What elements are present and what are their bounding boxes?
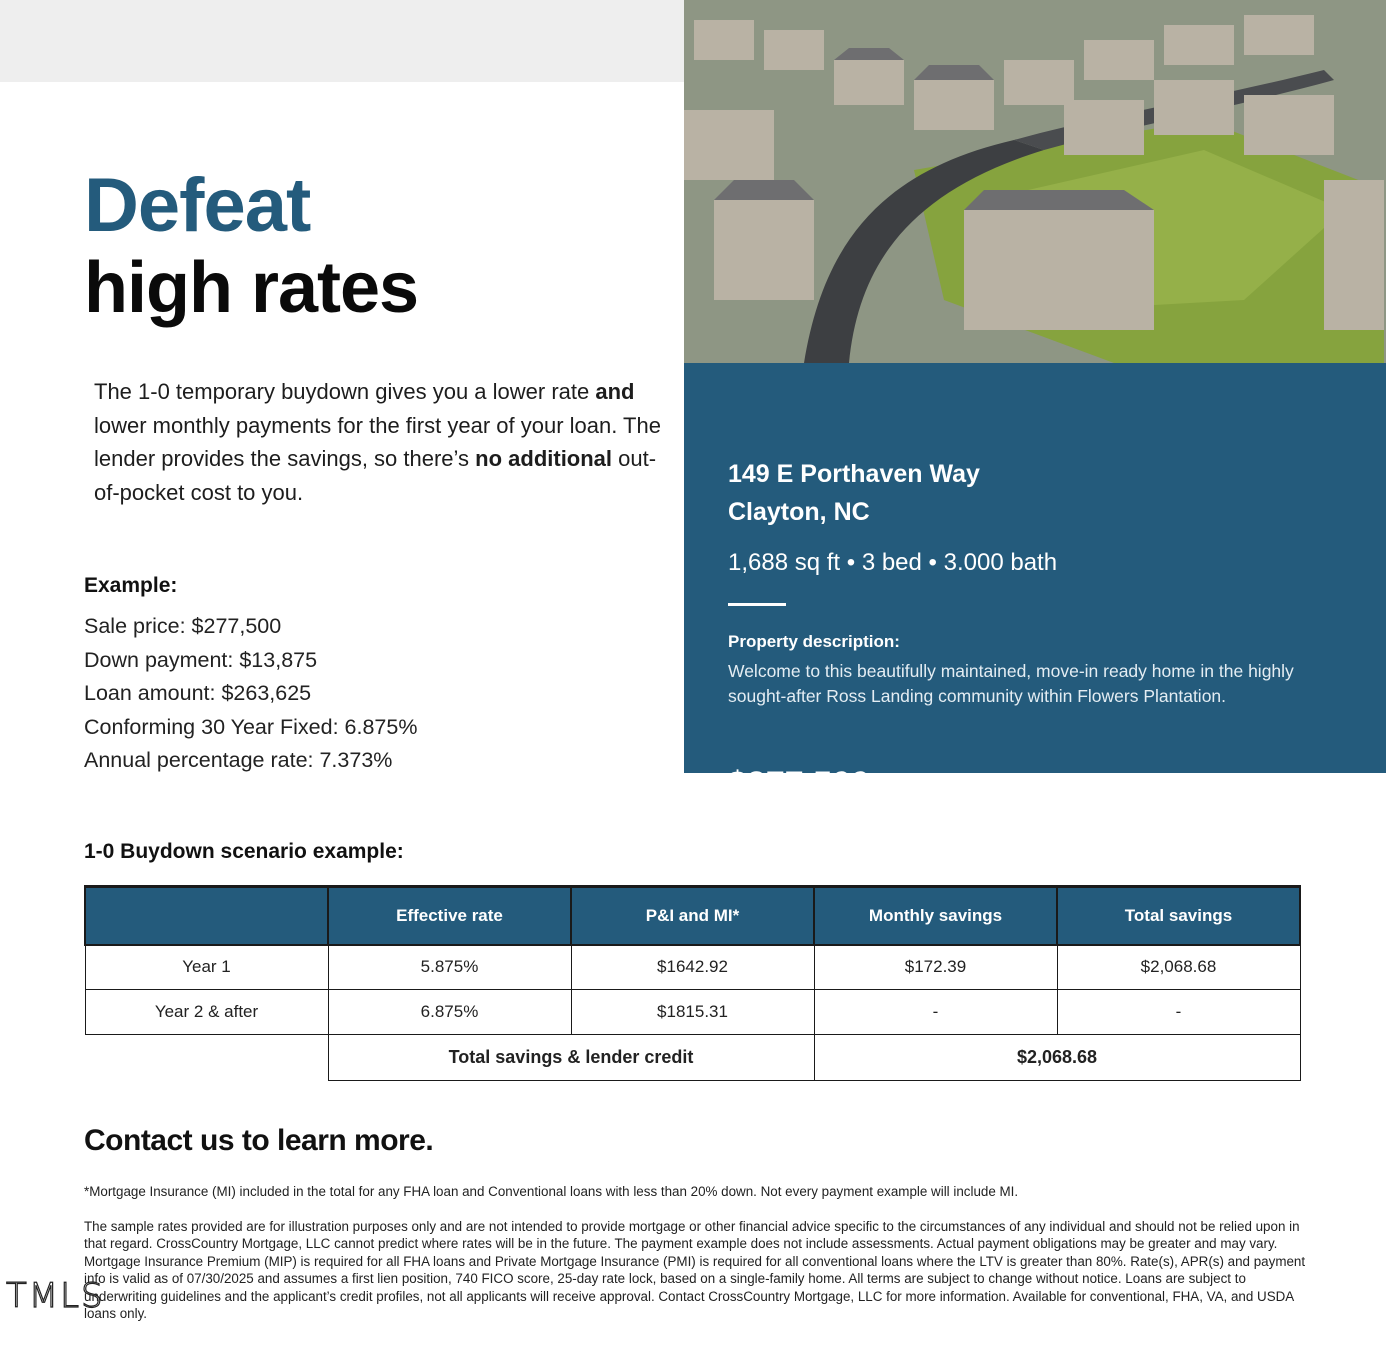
example-block (84, 574, 417, 778)
table-header-cell (85, 887, 328, 945)
table-cell: Year 1 (85, 945, 328, 990)
property-description: Welcome to this beautifully maintained, move-in ready home in the highly sought-after Ross Landing community within Flowers Plantation. (728, 661, 1294, 706)
table-header-cell: Monthly savings (814, 887, 1057, 945)
intro-bold-1: and (595, 379, 635, 404)
top-gray-band (0, 0, 684, 82)
table-cell: 5.875% (328, 945, 571, 990)
example-line: Loan amount: $263,625 (84, 681, 312, 705)
headline (84, 165, 418, 329)
property-description-title: Property description: (728, 632, 900, 651)
aerial-neighborhood-photo (684, 0, 1386, 363)
scenario-title: 1-0 Buydown scenario example: (84, 840, 404, 863)
intro-text-2: lower monthly payments for the first year of your loan. The lender provides the savings, so there’s (94, 412, 661, 471)
disclaimer: The sample rates provided are for illustration purposes only and are not intended to provide mortgage or other financial advice specific to the circumstances of any individual and should not be relied upon in that regard. CrossCountry Mortgage, LLC cannot predict where rates will be in the future. The payment example does not include assessments. Actual payment obligations may be greater and may vary. Mortgage Insurance Premium (MIP) is required for all FHA loans and Private Mortgage Insurance (PMI) is required for all conventional loans where the LTV is greater than 80%. Rate(s), APR(s) and payment info is valid as of 07/30/2025 and assumes a first lien position, 740 FICO score, 25-day rate lock, based on a single-family home. All terms are subject to change without notice. Loans are subject to underwriting guidelines and the applicant’s credit profiles, not all applicants will receive approval. Contact CrossCountry Mortgage, LLC for more information. Available for conventional, FHA, VA, and USDA loans only. (84, 1219, 1306, 1322)
example-line: Sale price: $277,500 (84, 614, 282, 638)
intro-text-3: out-of-pocket cost to you. (94, 446, 657, 505)
table-cell: - (814, 990, 1057, 1035)
intro-paragraph (94, 375, 664, 509)
contact-heading: Contact us to learn more. (84, 1124, 434, 1157)
table-cell: 6.875% (328, 990, 571, 1035)
property-card (684, 363, 1386, 803)
divider (728, 603, 786, 606)
table-empty-cell (85, 1035, 328, 1081)
table-cell: $1815.31 (571, 990, 814, 1035)
example-line: Conforming 30 Year Fixed: 6.875% (84, 714, 418, 739)
property-specs: 1,688 sq ft • 3 bed • 3.000 bath (728, 549, 1058, 576)
total-savings-label: Total savings & lender credit (328, 1035, 814, 1081)
table-cell: Year 2 & after (85, 990, 328, 1035)
total-savings-value: $2,068.68 (814, 1035, 1300, 1081)
buydown-table (84, 885, 1301, 1081)
example-title: Example: (84, 574, 178, 597)
table-header-row (85, 887, 1300, 945)
footnote: *Mortgage Insurance (MI) included in the total for any FHA loan and Conventional loans with less than 20% down. Not every payment example will include MI. (84, 1184, 1019, 1199)
table-row (85, 945, 1300, 990)
intro-bold-2: no additional (475, 446, 613, 471)
example-line: Annual percentage rate: 7.373% (84, 748, 393, 772)
table-header-cell: Total savings (1057, 887, 1300, 945)
table-cell: $2,068.68 (1057, 945, 1300, 990)
table-cell: - (1057, 990, 1300, 1035)
headline-line2: high rates (84, 248, 419, 328)
table-cell: $1642.92 (571, 945, 814, 990)
intro-text-1: The 1-0 temporary buydown gives you a lower rate (94, 379, 596, 404)
table-header-cell: Effective rate (328, 887, 571, 945)
headline-line1: Defeat (84, 163, 311, 248)
property-address-street: 149 E Porthaven Way (728, 460, 980, 488)
table-total-row (85, 1035, 1300, 1081)
property-address-city: Clayton, NC (728, 498, 870, 526)
table-row (85, 990, 1300, 1035)
mls-watermark-logo: TMLS (6, 1276, 105, 1316)
table-cell: $172.39 (814, 945, 1057, 990)
example-line: Down payment: $13,875 (84, 647, 318, 672)
table-header-cell: P&I and MI* (571, 887, 814, 945)
property-price: $277,500 (728, 765, 870, 803)
